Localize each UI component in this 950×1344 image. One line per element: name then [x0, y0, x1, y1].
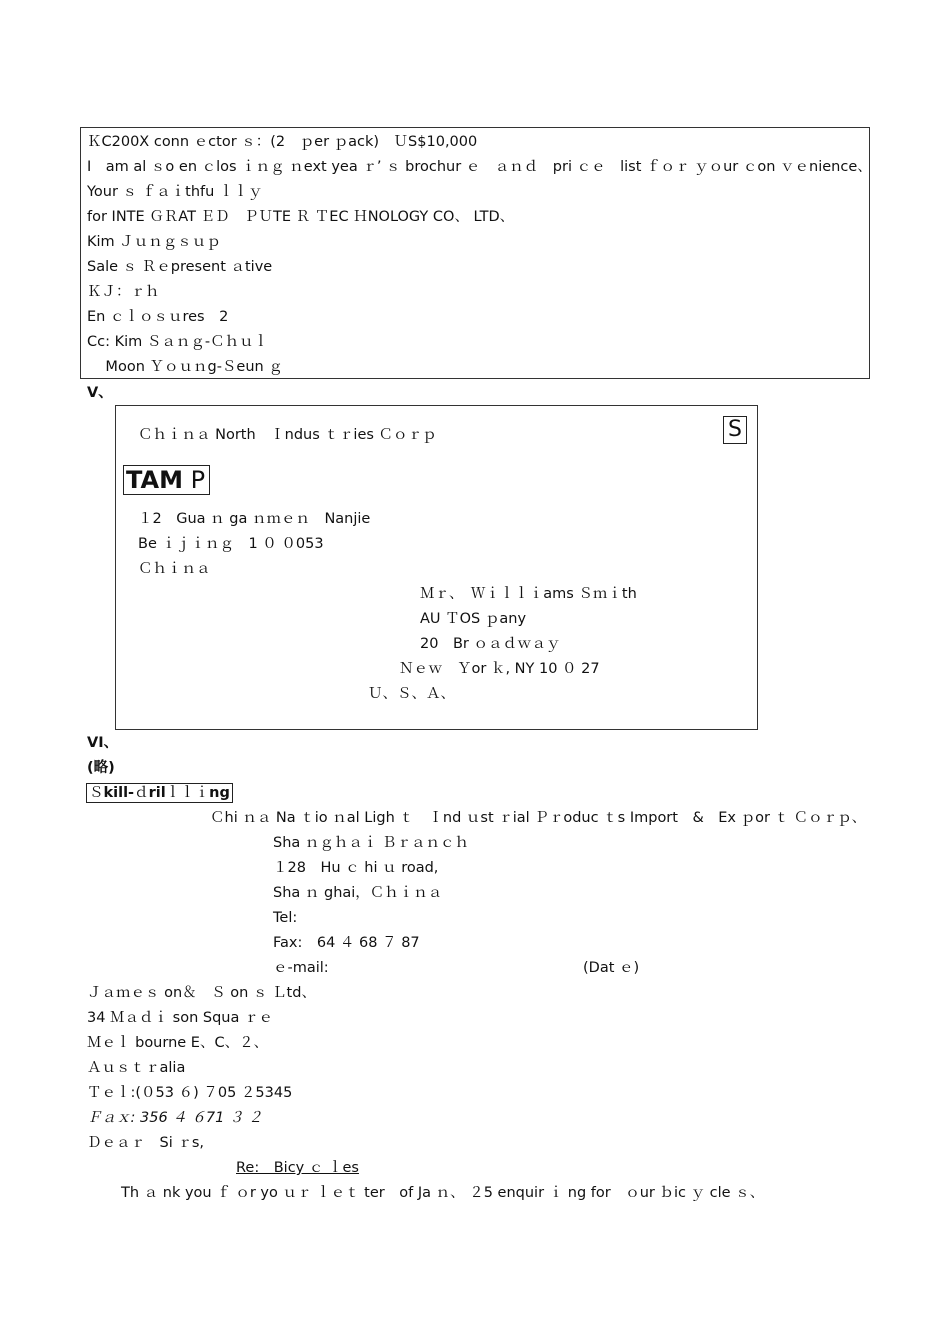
letterhead-city: Sha ｎ ghai，Ｃｈｉｎａ — [273, 885, 443, 901]
letterhead-branch: Sha ｎｇｈａｉ Ｂｒａｎｃｈ — [273, 835, 469, 851]
skill-bold-1: kill- — [103, 785, 135, 801]
sender-country: Ｃｈｉｎａ — [138, 561, 211, 577]
reference-initials: ＫＪ：ｒｈ — [87, 284, 160, 300]
addressee-country: Ａｕｓｔｒalia — [87, 1060, 186, 1076]
addressee-company: Ｊａｍｅｓ on＆ Ｓ on ｓ Ｌtd、 — [87, 985, 316, 1001]
addressee-fax: Ｆａｘ: 356 ４ ６71 ３ ２ — [87, 1110, 263, 1126]
brochure-enclosure-line: I am al ｓo en ｃlos ｉｎｇ ｎext yea ｒ’ ｓ brochur ｅ ａｎｄ pri ｃｅ list ｆｏｒ ｙｏur ｃon ｖｅnience、 — [87, 159, 872, 175]
addressee-street: 34 Ｍａｄｉ son Squa ｒｅ — [87, 1010, 273, 1026]
cc-second-line: Moon Ｙｏｕｎg-Ｓeun ｇ — [87, 359, 283, 375]
salutation: Ｄｅａｒ Si ｒs, — [87, 1135, 205, 1151]
recipient-company: AU ＴOS ｐany — [420, 611, 527, 627]
closing-line: Your ｓ ｆａｉthfu ｌｌｙ — [87, 184, 263, 200]
skill-mid: ｄ — [134, 785, 149, 801]
addressee-tel: Ｔｅｌ:(０53 ６) ７05 ２5345 — [87, 1085, 293, 1101]
signer-title: Sale ｓ Ｒｅpresent ａtive — [87, 259, 273, 275]
addressee-city: Ｍｅｌ bourne E、C、２、 — [87, 1035, 269, 1051]
recipient-name: Ｍｒ、 Ｗｉｌｌｉams Ｓｍｉth — [420, 586, 637, 602]
sender-company: Ｃｈｉｎａ North Ｉndus ｔｒies Ｃｏｒｐ — [138, 427, 437, 443]
recipient-city: Ｎｅｗ Ｙor ｋ, NY 10 ０ 27 — [399, 661, 600, 677]
skill-prefix: Ｓ — [89, 785, 104, 801]
stamp-box-tamp — [123, 465, 210, 495]
omitted-note: (略) — [87, 760, 115, 776]
connector-price-line: ＫC200X conn ｅctor ｓ：(2 ｐer ｐack) ＵS$10,000 — [87, 134, 478, 150]
letterhead-tel: Tel: — [273, 910, 298, 926]
letterhead-company: Ｃhi ｎａ Na ｔio ｎal Ligh ｔ Ｉnd ｕst ｒial Ｐｒoduc ｔs Import & Ex ｐor ｔ Ｃｏｒｐ、 — [210, 810, 867, 826]
company-signature-line: for INTE ＧＲAT ＥＤ ＰＵTE Ｒ ＴEC ＨNOLOGY CO、 LTD、 — [87, 209, 515, 225]
stamp-box-s: S — [723, 416, 747, 444]
envelope-box — [115, 405, 758, 730]
skill-drilling-box — [86, 783, 233, 803]
section-v-heading: V、 — [87, 385, 113, 401]
stamp-tamp-bold: TAM — [126, 466, 183, 494]
letterhead-street: １28 Hu ｃ hi ｕ road, — [273, 860, 439, 876]
body-first-line: Th ａ nk you ｆ ｏr yo ｕｒ ｌｅｔ ter of Ja ｎ、 ２5 enquir ｉ ng for ｏur ｂic ｙ cle ｓ、 — [121, 1185, 765, 1201]
letterhead-email: ｅ-mail: — [273, 960, 329, 976]
subject-line: Re: Bicy ｃ ｌes — [236, 1160, 359, 1176]
skill-bold-2: ril — [148, 785, 166, 801]
skill-mid-2: ｌｌｉ — [165, 785, 210, 801]
cc-line: Cc: Kim Ｓａｎｇ-Ｃｈｕｌ — [87, 334, 269, 350]
enclosures-line: En ｃｌｏｓｕres 2 — [87, 309, 229, 325]
skill-bold-3: ng — [209, 785, 230, 801]
date-placeholder: (Dat ｅ) — [583, 960, 640, 976]
signer-name: Kim Ｊｕｎｇｓｕｐ — [87, 234, 221, 250]
stamp-tamp-rest: P — [182, 466, 206, 494]
sender-street: １2 Gua ｎ ga ｎｍｅｎ Nanjie — [138, 511, 371, 527]
recipient-street: 20 Br ｏａｄｗａｙ — [420, 636, 561, 652]
letterhead-fax: Fax: 64 ４ 68 ７ 87 — [273, 935, 420, 951]
recipient-country: Ｕ、Ｓ、Ａ、 — [368, 686, 455, 702]
sender-city: Be ｉｊｉｎｇ 1 ０ ０053 — [138, 536, 324, 552]
section-vi-heading: VI、 — [87, 735, 119, 751]
